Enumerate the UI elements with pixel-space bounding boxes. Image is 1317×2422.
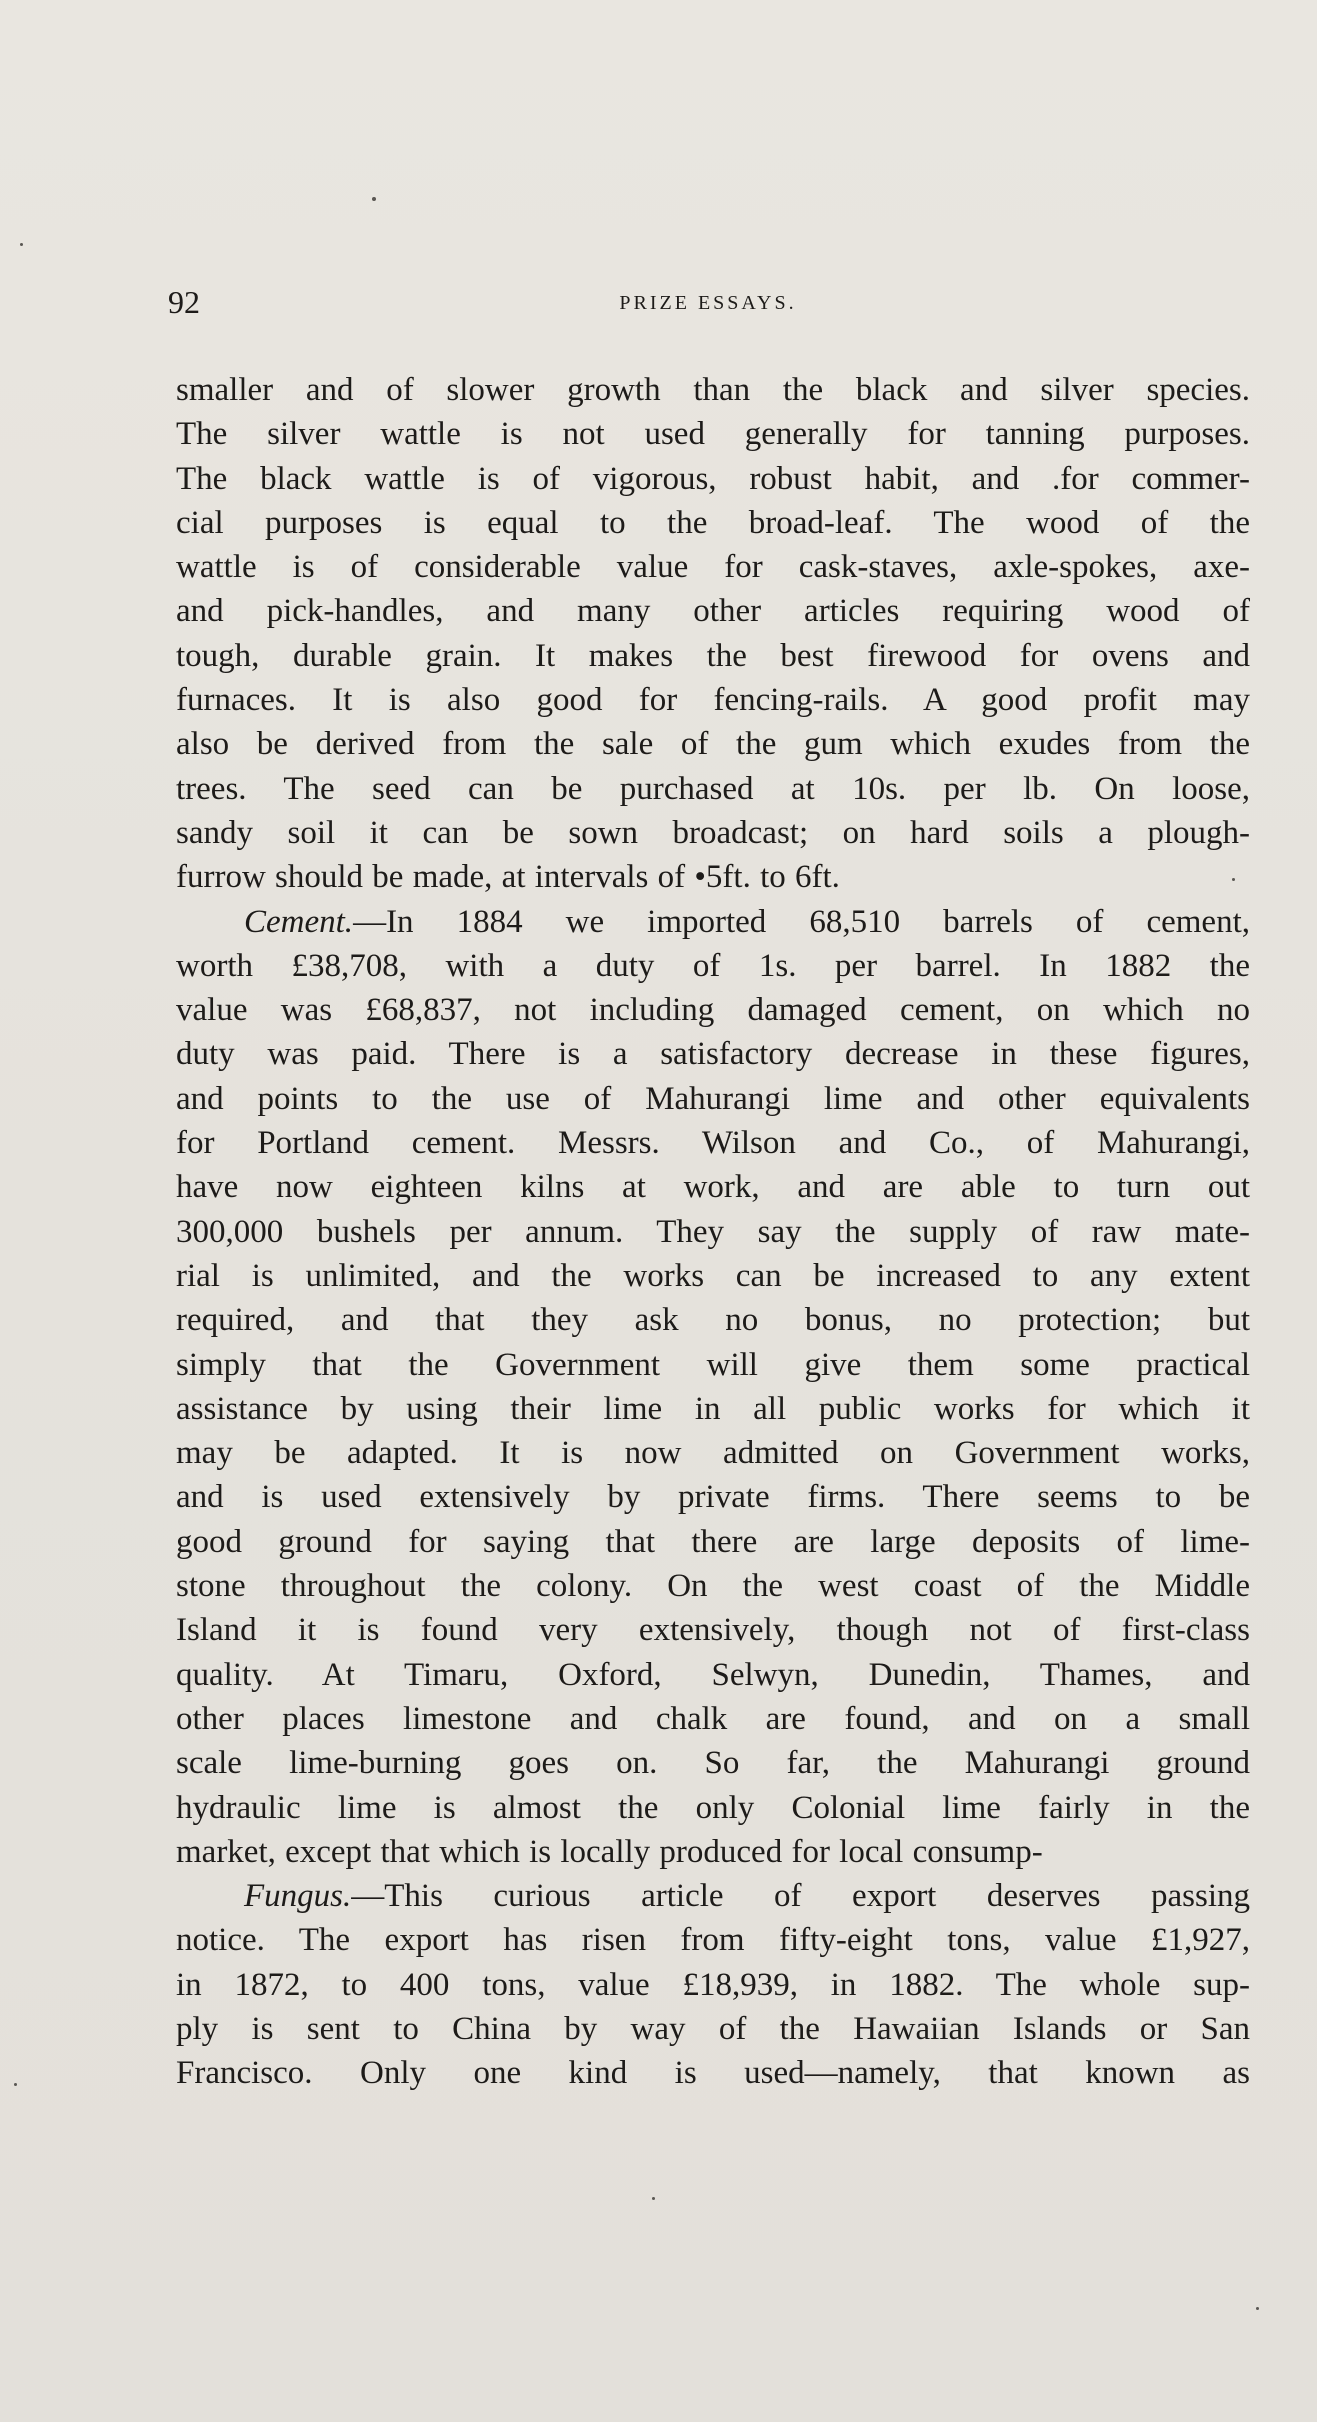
text-line: notice. The export has risen from fifty-eight tons, value £1,927, (176, 1922, 1250, 1959)
fungus-first-line-text: —This curious article of export deserves passing (351, 1878, 1250, 1915)
text-line: value was £68,837, not including damaged cement, on which no (176, 992, 1250, 1029)
text-line: furrow should be made, at intervals of •5ft. to 6ft. (176, 859, 840, 896)
text-line: trees. The seed can be purchased at 10s. per lb. On loose, (176, 770, 1250, 807)
text-line: simply that the Government will give them some practical (176, 1346, 1250, 1383)
paper-speck (652, 2197, 655, 2200)
text-line: sandy soil it can be sown broadcast; on hard soils a plough- (176, 814, 1250, 851)
text-line: ply is sent to China by way of the Hawaiian Islands or San (176, 2010, 1250, 2047)
fungus-heading: Fungus. (244, 1878, 352, 1915)
text-line: in 1872, to 400 tons, value £18,939, in 1882. The whole sup- (176, 1966, 1250, 2003)
text-line: The silver wattle is not used generally for tanning purposes. (176, 416, 1250, 453)
text-line: assistance by using their lime in all public works for which it (176, 1390, 1250, 1427)
text-line: furnaces. It is also good for fencing-rails. A good profit may (176, 682, 1250, 719)
text-line: smaller and of slower growth than the black and silver species. (176, 372, 1250, 408)
text-line: and is used extensively by private firms. There seems to be (176, 1479, 1250, 1516)
cement-paragraph-start (176, 900, 1250, 944)
running-head: PRIZE ESSAYS. (619, 292, 797, 314)
text-line: good ground for saying that there are large deposits of lime- (176, 1523, 1250, 1560)
text-line: 300,000 bushels per annum. They say the supply of raw mate- (176, 1213, 1250, 1250)
text-line: for Portland cement. Messrs. Wilson and Co., of Mahurangi, (176, 1125, 1250, 1162)
text-line: tough, durable grain. It makes the best firewood for ovens and (176, 637, 1250, 674)
page-number: 92 (168, 284, 200, 320)
text-line: and pick-handles, and many other articles requiring wood of (176, 593, 1250, 630)
text-line: have now eighteen kilns at work, and are able to turn out (176, 1169, 1250, 1206)
text-line: cial purposes is equal to the broad-leaf. The wood of the (176, 504, 1250, 541)
text-line: quality. At Timaru, Oxford, Selwyn, Dunedin, Thames, and (176, 1656, 1250, 1693)
text-line: Island it is found very extensively, though not of first-class (176, 1612, 1250, 1649)
paper-speck (20, 243, 23, 246)
text-line: also be derived from the sale of the gum which exudes from the (176, 726, 1250, 763)
text-line: may be adapted. It is now admitted on Government works, (176, 1435, 1250, 1472)
text-line: rial is unlimited, and the works can be increased to any extent (176, 1257, 1250, 1294)
text-line: stone throughout the colony. On the west coast of the Middle (176, 1568, 1250, 1605)
paper-speck (14, 2083, 17, 2086)
page-header (168, 282, 1248, 332)
paper-speck (372, 197, 376, 201)
text-line: The black wattle is of vigorous, robust habit, and .for commer- (176, 460, 1250, 497)
paper-speck (1256, 2307, 1259, 2310)
text-line: hydraulic lime is almost the only Colonial lime fairly in the (176, 1789, 1250, 1826)
text-line: worth £38,708, with a duty of 1s. per barrel. In 1882 the (176, 947, 1250, 984)
text-line: and points to the use of Mahurangi lime and other equivalents (176, 1080, 1250, 1117)
text-line: other places limestone and chalk are found, and on a small (176, 1700, 1250, 1737)
text-line: wattle is of considerable value for cask-staves, axle-spokes, axe- (176, 549, 1250, 586)
cement-first-line-text: —In 1884 we imported 68,510 barrels of cement, (353, 903, 1250, 940)
text-line: required, and that they ask no bonus, no protection; but (176, 1302, 1250, 1339)
text-line: market, except that which is locally produced for local consump- (176, 1833, 1043, 1870)
text-line: duty was paid. There is a satisfactory decrease in these figures, (176, 1036, 1250, 1073)
text-line: scale lime-burning goes on. So far, the Mahurangi ground (176, 1745, 1250, 1782)
text-line: Francisco. Only one kind is used—namely, that known as (176, 2055, 1250, 2092)
body-text (176, 368, 1250, 2096)
paper-speck (1232, 878, 1235, 881)
fungus-paragraph-start (176, 1874, 1250, 1918)
cement-heading: Cement. (244, 903, 354, 940)
